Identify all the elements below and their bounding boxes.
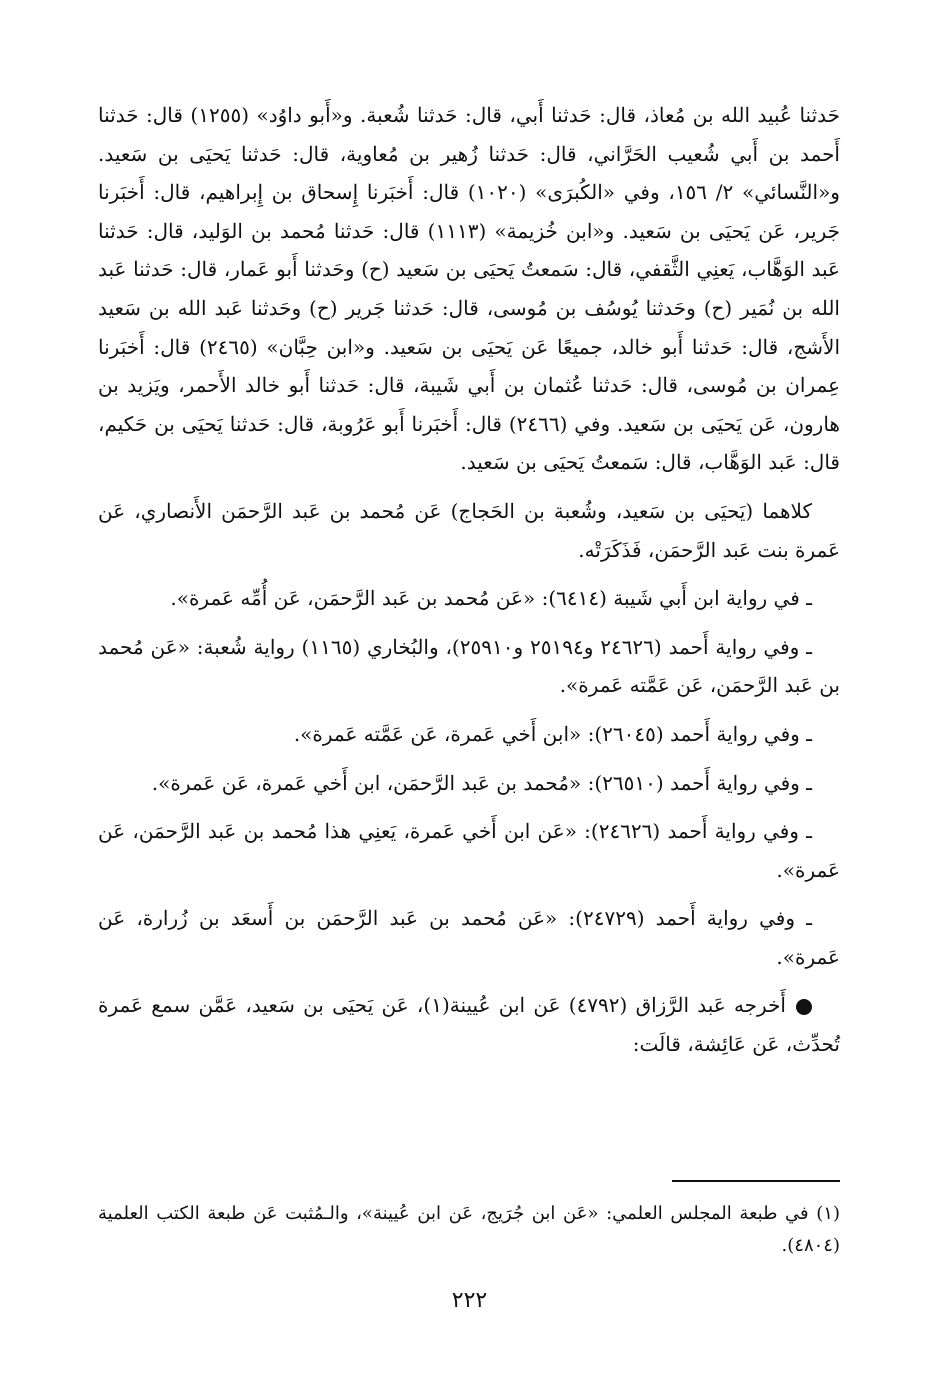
paragraph-isnad: حَدثنا عُبيد الله بن مُعاذ، قال: حَدثنا أَبي، قال: حَدثنا شُعبة. و«أَبو داوُد» (١٢٥٥) قال: حَدثنا أَحمد بن أَبي شُعيب الحَرَّاني، قال: حَدثنا زُهير بن مُعاوية، قال: حَدثنا يَحيَى بن سَعيد. و«النَّسائي» ٢/ ١٥٦، وفي «الكُبرَى» (١٠٢٠) قال: أَخبَرنا إِسحاق بن إِبراهيم، قال: أَخبَرنا جَرير، عَن يَحيَى بن سَعيد. و«ابن خُزيمة» (١١١٣) قال: حَدثنا مُحمد بن الوَليد، قال: حَدثنا عَبد الوَهَّاب، يَعنِي الثَّقفي، قال: سَمعتُ يَحيَى بن سَعيد (ح) وحَدثنا أَبو عَمار، قال: حَدثنا عَبد الله بن نُمَير (ح) وحَدثنا يُوسُف بن مُوسى، قال: حَدثنا جَرير (ح) وحَدثنا عَبد الله بن سَعيد الأَشج، قال: حَدثنا أَبو خالد، جميعًا عَن يَحيَى بن سَعيد. و«ابن حِبَّان» (٢٤٦٥) قال: أَخبَرنا عِمران بن مُوسى، قال: حَدثنا عُثمان بن أَبي شَيبة، قال: حَدثنا أَبو خالد الأَحمر، ويَزيد بن هارون، عَن يَحيَى بن سَعيد. وفي (٢٤٦٦) قال: أَخبَرنا أَبو عَرُوبة، قال: حَدثنا يَحيَى بن حَكيم، قال: عَبد الوَهَّاب، قال: سَمعتُ يَحيَى بن سَعيد. <box>98 103 841 475</box>
paragraph-riwaya-4: ـ وفي رواية أَحمد (٢٦٥١٠): «مُحمد بن عَبد الرَّحمَن، ابن أَخي عَمرة، عَن عَمرة». <box>151 770 812 795</box>
bullet-icon <box>796 999 812 1015</box>
paragraph-both-narrators: كلاهما (يَحيَى بن سَعيد، وشُعبة بن الحَجاج) عَن مُحمد بن عَبد الرَّحمَن الأَنصاري، عَن عَمرة بنت عَبد الرَّحمَن، فَذَكَرَتْه. <box>98 498 840 562</box>
paragraph-riwaya-5: ـ وفي رواية أَحمد (٢٤٦٢٦): «عَن ابن أَخي عَمرة، يَعنِي هذا مُحمد بن عَبد الرَّحمَن، عَن عَمرة». <box>98 819 840 882</box>
paragraph-riwaya-1: ـ في رواية ابن أَبي شَيبة (٦٤١٤): «عَن مُحمد بن عَبد الرَّحمَن، عَن أُمِّه عَمرة». <box>170 586 812 611</box>
paragraph-riwaya-3: ـ وفي رواية أَحمد (٢٦٠٤٥): «ابن أَخي عَمرة، عَن عَمَّته عَمرة». <box>293 721 812 746</box>
paragraph-takhrij <box>98 986 840 1063</box>
paragraph-riwaya-2: ـ وفي رواية أَحمد (٢٤٦٢٦ و٢٥١٩٤ و٢٥٩١٠)، والبُخاري (١١٦٥) رواية شُعبة: «عَن مُحمد بن عَبد الرَّحمَن، عَن عَمَّته عَمرة». <box>98 634 840 698</box>
footnote-divider <box>672 1180 840 1182</box>
paragraph-takhrij-text: أَخرجه عَبد الرَّزاق (٤٧٩٢) عَن ابن عُيينة(١)، عَن يَحيَى بن سَعيد، عَمَّن سمع عَمرة تُحدِّث، عَن عَائِشة، قالَت: <box>98 993 840 1057</box>
footnote: (١) في طبعة المجلس العلمي: «عَن ابن جُرَيج، عَن ابن عُيينة»، والـمُثبت عَن طبعة الكتب العلمية (٤٨٠٤). <box>98 1203 840 1256</box>
page-number: ٢٢٢ <box>451 1288 488 1313</box>
paragraph-riwaya-6: ـ وفي رواية أَحمد (٢٤٧٢٩): «عَن مُحمد بن عَبد الرَّحمَن بن أَسعَد بن زُرارة، عَن عَمرة». <box>98 906 840 969</box>
page-body <box>98 96 840 1064</box>
